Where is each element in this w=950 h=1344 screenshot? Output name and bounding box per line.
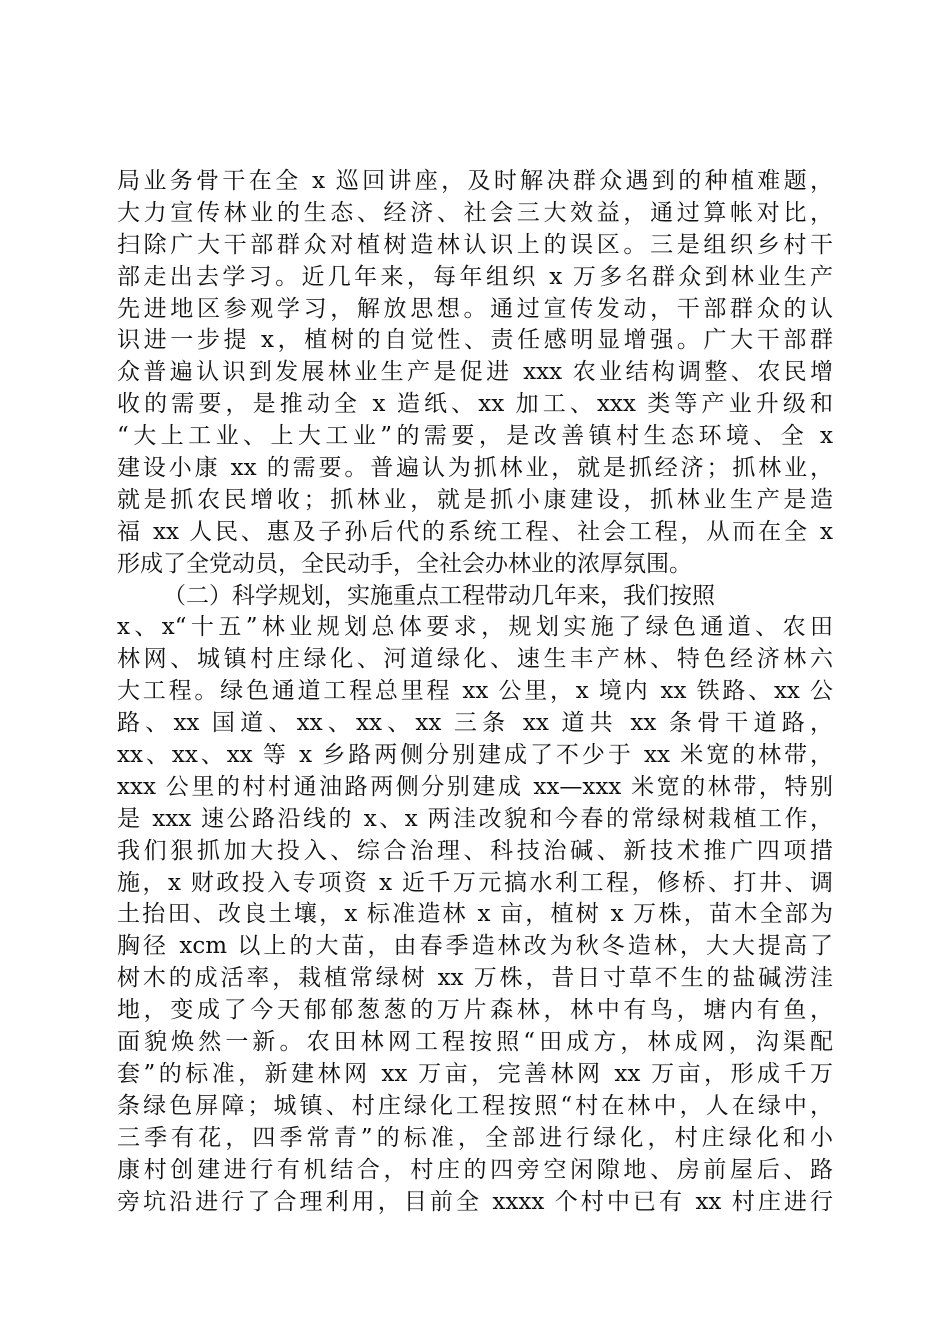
text-line: x、x“十五”林业规划总体要求，规划实施了绿色通道、农田 <box>117 614 833 641</box>
text-line: 收的需要，是推动全 x 造纸、xx 加工、xxx 类等产业升级和 <box>117 391 833 418</box>
text-line: 扫除广大干部群众对植树造林认识上的误区。三是组织乡村干 <box>117 231 833 258</box>
text-line-paragraph-start: （二）科学规划，实施重点工程带动几年来，我们按照 <box>163 582 715 609</box>
text-line: xxx 公里的村村通油路两侧分别建成 xx—xxx 米宽的林带，特别 <box>117 773 833 800</box>
text-line: 旁坑沿进行了合理利用，目前全 xxxx 个村中已有 xx 村庄进行 <box>117 1188 833 1215</box>
text-line: “大上工业、上大工业”的需要，是改善镇村生态环境、全 x <box>117 423 833 450</box>
body-text <box>117 166 833 1218</box>
text-line: 部走出去学习。近几年来，每年组织 x 万多名群众到林业生产 <box>117 263 833 290</box>
text-line: 林网、城镇村庄绿化、河道绿化、速生丰产林、特色经济林六 <box>117 646 833 673</box>
text-line: 施，x 财政投入专项资 x 近千万元搞水利工程，修桥、打井、调 <box>117 869 833 896</box>
text-line: 康村创建进行有机结合，村庄的四旁空闲隙地、房前屋后、路 <box>117 1156 833 1183</box>
text-line: 路、xx 国道、xx、xx、xx 三条 xx 道共 xx 条骨干道路， <box>117 710 833 737</box>
text-line: 三季有花，四季常青”的标准，全部进行绿化，村庄绿化和小 <box>117 1124 833 1151</box>
text-line: 就是抓农民增收；抓林业，就是抓小康建设，抓林业生产是造 <box>117 486 833 513</box>
text-line: 局业务骨干在全 x 巡回讲座，及时解决群众遇到的种植难题， <box>117 168 833 194</box>
text-line: 土抬田、改良土壤，x 标准造林 x 亩，植树 x 万株，苗木全部为 <box>117 901 833 928</box>
text-line: 树木的成活率，栽植常绿树 xx 万株，昔日寸草不生的盐碱涝洼 <box>117 965 833 992</box>
text-line: 先进地区参观学习，解放思想。通过宣传发动，干部群众的认 <box>117 295 833 322</box>
text-line: 福 xx 人民、惠及子孙后代的系统工程、社会工程，从而在全 x <box>117 518 833 545</box>
text-line: 建设小康 xx 的需要。普遍认为抓林业，就是抓经济；抓林业， <box>117 455 833 482</box>
text-line: 识进一步提 x，植树的自觉性、责任感明显增强。广大干部群 <box>117 327 833 354</box>
text-line: 面貌焕然一新。农田林网工程按照“田成方，林成网，沟渠配 <box>117 1029 833 1056</box>
text-line-paragraph-end: 形成了全党动员，全民动手，全社会办林业的浓厚氛围。 <box>117 550 692 577</box>
text-line: xx、xx、xx 等 x 乡路两侧分别建成了不少于 xx 米宽的林带， <box>117 742 833 769</box>
text-line: 大力宣传林业的生态、经济、社会三大效益，通过算帐对比， <box>117 199 833 226</box>
text-line: 套”的标准，新建林网 xx 万亩，完善林网 xx 万亩，形成千万 <box>117 1060 833 1087</box>
text-line: 条绿色屏障；城镇、村庄绿化工程按照“村在林中，人在绿中， <box>117 1092 833 1119</box>
text-line: 是 xxx 速公路沿线的 x、x 两洼改貌和今春的常绿树栽植工作， <box>117 805 833 832</box>
text-line: 地，变成了今天郁郁葱葱的万片森林，林中有鸟，塘内有鱼， <box>117 997 833 1024</box>
text-line: 胸径 xcm 以上的大苗，由春季造林改为秋冬造林，大大提高了 <box>117 933 833 960</box>
text-line: 我们狠抓加大投入、综合治理、科技治碱、新技术推广四项措 <box>117 837 833 864</box>
text-line: 大工程。绿色通道工程总里程 xx 公里，x 境内 xx 铁路、xx 公 <box>117 678 833 705</box>
text-line: 众普遍认识到发展林业生产是促进 xxx 农业结构调整、农民增 <box>117 359 833 386</box>
